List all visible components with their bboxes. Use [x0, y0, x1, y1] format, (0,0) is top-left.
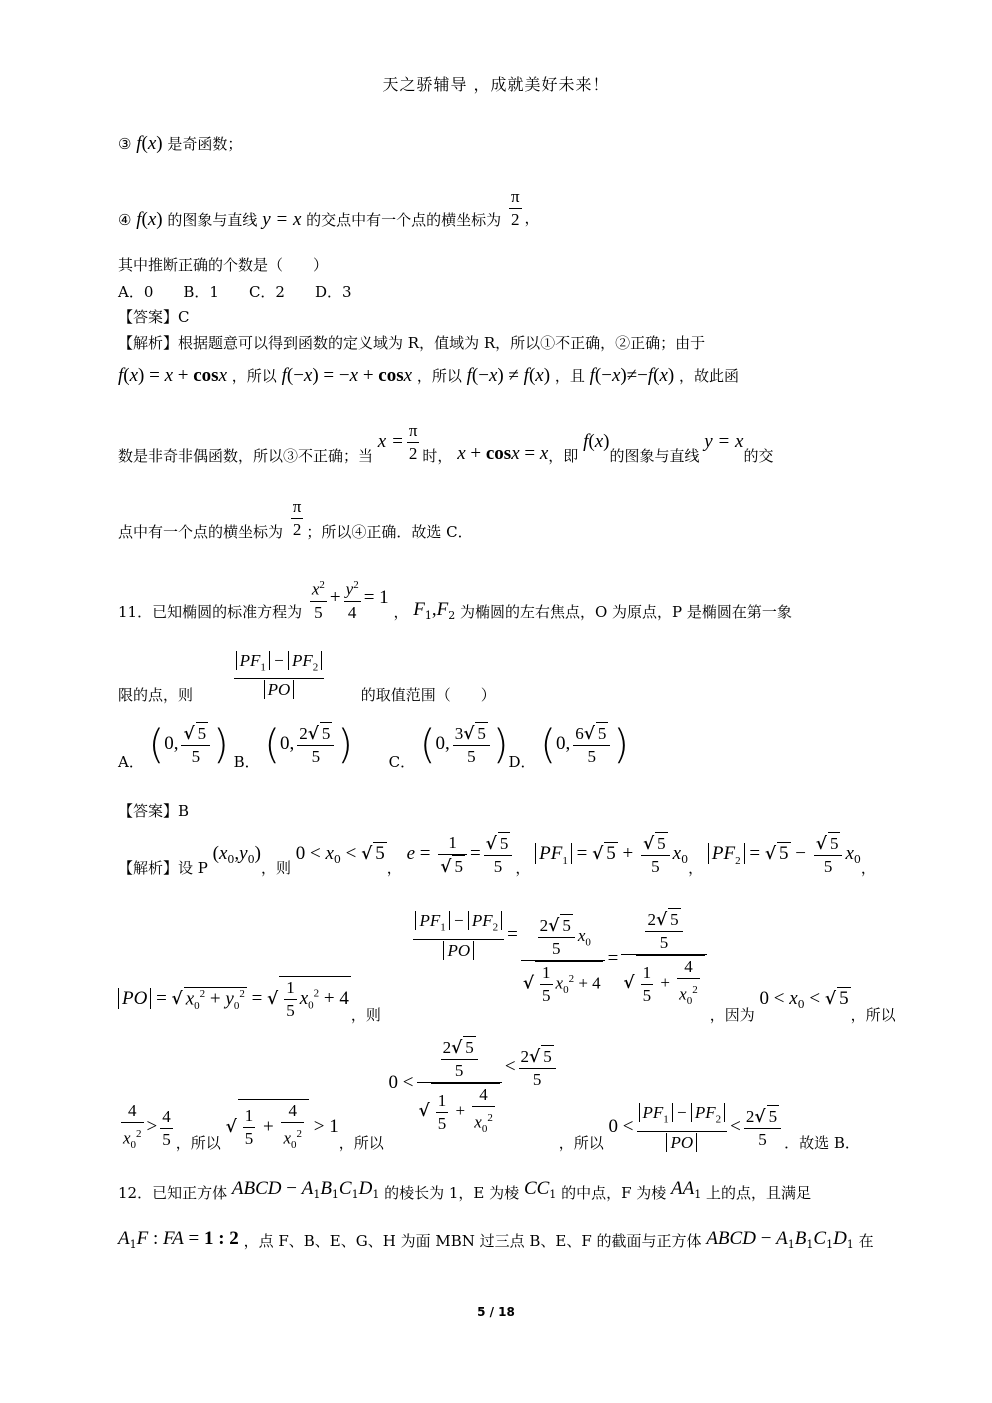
item-mark-3: ③ — [118, 135, 132, 153]
q12-stem-line-1: 12．已知正方体 ABCD − $A_1B_1C_1D_1$ 的棱长为 1，E 为棱 $CC_1$ 的中点，F 为棱 $AA_1$ 上的点，且满足 — [118, 1178, 812, 1202]
q11-analysis-line-1: 【解析】设 P $(x_0,y_0)$，则 $0 < x_0$ < √ 5， e = $\frac{1}{√ 5}$ = $\frac{√ 5}{5}$ ， $PF_1$ = √ 5 + $\frac{√ 5}{5}$ $x_0$， $PF_2$ = √ 5 − $\frac{√ 5}{5}$ $x_0$， — [118, 833, 876, 877]
q11-options: A． (0, $\frac{√ 5}{5}$ ) B． (0, $\frac{2√ 5}{5}$ ) C． (0, $\frac{3√ 5}{5}$ )D． (0, $\frac{6√ 5}{5}$ ) — [118, 722, 629, 771]
q10-item-4: ④ f(x) 的图象与直线 y = x 的交点中有一个点的横坐标为 $\frac{\pi}{2}$ ， — [118, 187, 540, 230]
item-4-text-b: 的交点中有一个点的横坐标为 — [306, 210, 502, 229]
q10-analysis-line-3: 数是非奇非偶函数，所以③不正确；当 x = $\frac{\pi}{2}$ 时， x + cosx = x，即 f(x)的图象与直线 y = x的交 — [118, 421, 774, 465]
q10-item-3: ③ f(x) 是奇函数； — [118, 133, 243, 154]
item-3-text: 是奇函数； — [167, 135, 243, 153]
q10-analysis-line-4: 点中有一个点的横坐标为 $\frac{\pi}{2}$ ；所以④正确．故选 C． — [118, 497, 473, 541]
q10-analysis-line-2: f(x) = x + cosx ，所以 f(−x) = −x + cosx ，所以 f(−x) ≠ f(x) ，且 f(−x)≠−f(x) ，故此函 — [118, 365, 740, 386]
q10-options: A．0 B．1 C．2 D．3 — [118, 283, 352, 301]
formula-fx: f — [136, 133, 142, 154]
item-4-text-a: 的图象与直线 — [167, 210, 258, 229]
q10-answer: 【答案】C — [118, 308, 190, 326]
q11-analysis-line-3: $\frac{4}{x_0^2}$ > $\frac{4}{5}$ ，所以 √ $\frac{1}{5}$ + $\frac{4}{x_0^2}$ > 1，所以 0 < $\frac{2√ 5}{5}$ √ $\frac{1}{5}$ + $\frac{4}{x_0^2}$ < $\frac{2√ 5}{5}$ ，所以 0 < $\frac{PF_1 - PF_2}{PO}$ < $\frac{2√ 5}{5}$ ．故选 B． — [118, 1036, 860, 1140]
page-header: 天之骄辅导 ，成就美好未来！ — [382, 75, 610, 94]
q11-analysis-line-2: PO = √ $x_0^2 + y_0^2$ = √ $\frac{1}{5}$ $x_0^2 + 4$，则 $\frac{PF_1 - PF_2}{PO}$ = $\frac{2√ 5}{5}$ $x_0$ √ $\frac{1}{5}$ $x_0^2 + 4$ = $\frac{2√ 5}{5}$ √ $\frac{1}{5}$ + $\frac{4}{x_0^2}$ ，因为 $0 < x_0$ < √ 5，所以 — [118, 908, 896, 1012]
q11-stem-line-2: 限的点，则 $\frac{PF_1 - PF_2}{PO}$ 的取值范围（ ） — [118, 651, 496, 704]
q10-analysis-line-1: 【解析】根据题意可以得到函数的定义域为 R，值域为 R，所以①不正确，②正确；由于 — [118, 334, 706, 352]
frac-pi-over-2: $\frac{\pi}{2}$ — [510, 187, 520, 229]
item-mark-4: ④ — [118, 210, 132, 229]
q10-question: 其中推断正确的个数是（ ） — [118, 256, 329, 274]
page-number: 5 / 18 — [477, 1305, 515, 1319]
q11-stem-line-1: 11．已知椭圆的标准方程为 $\frac{x^2}{5}$ + $\frac{y^2}{4}$ = 1 ， $F_1,F_2$ 为椭圆的左右焦点，O 为原点，P 是椭圆在第一象 — [118, 579, 792, 622]
q12-stem-line-2: $A_1F$ : FA = 1 : 2 ，点 F、B、E、G、H 为面 MBN 过三点 B、E、F 的截面与正方体 ABCD − $A_1B_1C_1D_1$ 在 — [118, 1228, 874, 1251]
q11-answer: 【答案】B — [118, 802, 190, 820]
